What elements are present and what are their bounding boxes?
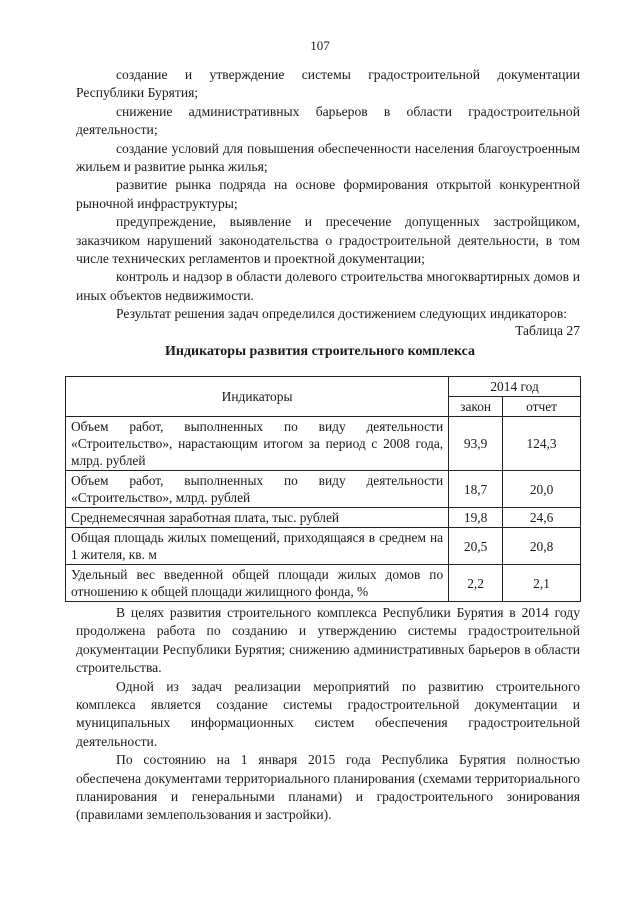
row-law-value: 18,7 <box>449 471 503 508</box>
row-law-value: 93,9 <box>449 417 503 471</box>
header-law: закон <box>449 397 503 417</box>
row-indicator-name: Объем работ, выполненных по виду деятельности «Строительство», млрд. рублей <box>66 471 449 508</box>
intro-paragraph: создание и утверждение системы градостроительной документации Республики Бурятия; <box>76 67 580 101</box>
row-report-value: 20,8 <box>503 528 581 565</box>
table-title: Индикаторы развития строительного комплекса <box>165 344 475 359</box>
table-row <box>66 417 581 471</box>
row-indicator-name: Среднемесячная заработная плата, тыс. рублей <box>66 508 449 528</box>
intro-paragraph: контроль и надзор в области долевого строительства многоквартирных домов и иных объектов недвижимости. <box>76 269 580 303</box>
intro-paragraph: развитие рынка подряда на основе формирования открытой конкурентной рыночной инфраструктуры; <box>76 177 580 211</box>
row-report-value: 24,6 <box>503 508 581 528</box>
row-law-value: 19,8 <box>449 508 503 528</box>
intro-paragraph: снижение административных барьеров в области градостроительной деятельности; <box>76 103 580 138</box>
table-row <box>66 528 581 565</box>
closing-text <box>76 604 580 825</box>
intro-text <box>76 66 580 324</box>
table-caption: Таблица 27 <box>515 323 580 338</box>
row-report-value: 2,1 <box>503 565 581 602</box>
row-report-value: 124,3 <box>503 417 581 471</box>
table-row <box>66 565 581 602</box>
closing-paragraph: Одной из задач реализации мероприятий по развитию строительного комплекса является создание системы градостроительной документации и муниципальных информационных систем обеспечения градостроительной деятельности. <box>76 678 580 749</box>
row-indicator-name: Удельный вес введенной общей площади жилых домов по отношению к общей площади жилищного фонда, % <box>66 565 449 602</box>
row-indicator-name: Объем работ, выполненных по виду деятельности «Строительство», нарастающим итогом за период с 2008 года, млрд. рублей <box>66 417 449 471</box>
closing-paragraph: В целях развития строительного комплекса Республики Бурятия в 2014 году продолжена работа по созданию и утверждению системы градостроительной документации Республики Бурятия; снижению административных барьеров в области строительства. <box>76 605 580 676</box>
page-number: 107 <box>310 38 330 53</box>
closing-paragraph: По состоянию на 1 января 2015 года Республика Бурятия полностью обеспечена документами территориального планирования (схемами территориального планирования и генеральными планами) и градостроительного зонирования (правилами землепользования и застройки). <box>76 752 580 823</box>
table-header-row <box>66 377 581 397</box>
row-law-value: 20,5 <box>449 528 503 565</box>
indicators-table <box>65 376 581 602</box>
header-report: отчет <box>503 397 581 417</box>
header-year: 2014 год <box>449 377 581 397</box>
row-report-value: 20,0 <box>503 471 581 508</box>
header-indicators: Индикаторы <box>66 377 449 417</box>
intro-paragraph: создание условий для повышения обеспеченности населения благоустроенным жильем и развитие рынка жилья; <box>76 140 580 175</box>
table-row <box>66 508 581 528</box>
row-law-value: 2,2 <box>449 565 503 602</box>
table-row <box>66 471 581 508</box>
row-indicator-name: Общая площадь жилых помещений, приходящаяся в среднем на 1 жителя, кв. м <box>66 528 449 565</box>
intro-paragraph: предупреждение, выявление и пресечение допущенных застройщиком, заказчиком нарушений законодательства о градостроительной деятельности, в том числе технических регламентов и проектной документации; <box>76 214 580 267</box>
intro-paragraph: Результат решения задач определился достижением следующих индикаторов: <box>116 306 568 322</box>
